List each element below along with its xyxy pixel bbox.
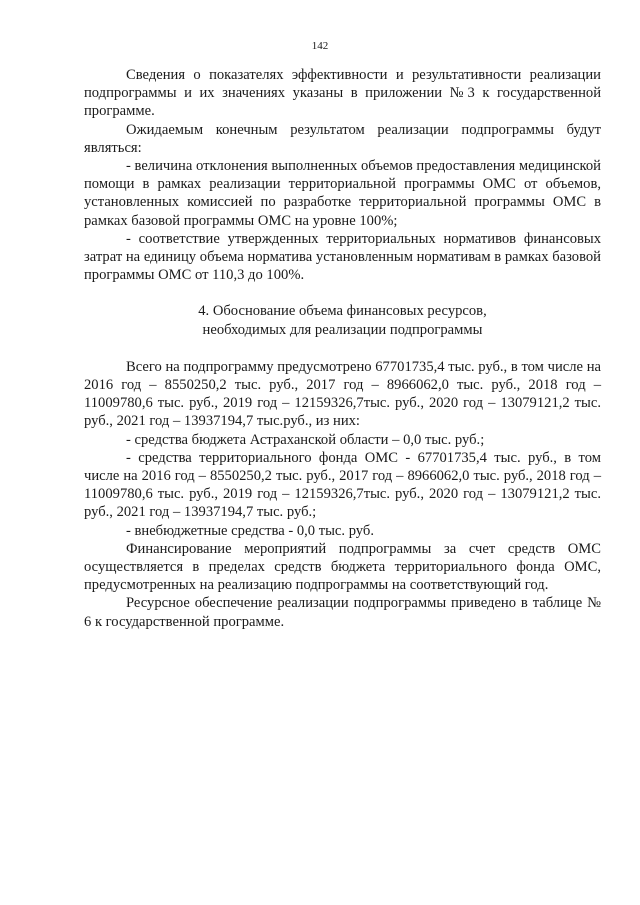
paragraph-indicators-reference: Сведения о показателях эффективности и результативности реализации подпрограммы и их значениях указаны в приложении №3 к государственной программе. [84,67,601,120]
section-heading [84,302,601,338]
section-heading-line-1: 4. Обоснование объема финансовых ресурсов, [198,303,487,320]
section-heading-line-2: необходимых для реализации подпрограммы [202,321,483,338]
list-item-regional-budget: - средства бюджета Астраханской области – 0,0 тыс. руб.; [126,431,485,448]
paragraph-expected-results: Ожидаемым конечным результатом реализации подпрограммы будут являться: [84,121,601,156]
list-item-territorial-fund: - средства территориального фонда ОМС - 67701735,4 тыс. руб., в том числе на 2016 год – 8550250,2 тыс. руб., 2017 год – 8966062,0 тыс. руб., 2018 год – 11009780,6 тыс. руб., 2019 год – 12159326,7тыс. руб., 2020 год – 13079121,2 тыс. руб., 2021 год – 13937194,7 тыс. руб.; [84,449,601,521]
list-item-extrabudgetary: - внебюджетные средства - 0,0 тыс. руб. [126,522,374,539]
list-item-cost-standards: - соответствие утвержденных территориальных нормативов финансовых затрат на единицу объема норматива установленным нормативам в рамках базовой программы ОМС от 110,3 до 100%. [84,230,601,284]
list-item-volume-deviation: - величина отклонения выполненных объемов предоставления медицинской помощи в рамках реализации территориальной программы ОМС от объемов, установленных комиссией по разработке территориальной программы ОМС в рамках базовой программы ОМС на уровне 100%; [84,158,601,229]
paragraph-resource-table-reference: Ресурсное обеспечение реализации подпрограммы приведено в таблице № 6 к государственной программе. [84,595,601,630]
page-number: 142 [311,40,329,52]
document-body [84,66,601,631]
paragraph-financing-oms: Финансирование мероприятий подпрограммы за счет средств ОМС осуществляется в пределах средств бюджета территориального фонда ОМС, предусмотренных на реализацию подпрограммы на соответствующий год. [84,540,601,594]
paragraph-total-funding: Всего на подпрограмму предусмотрено 67701735,4 тыс. руб., в том числе на 2016 год – 8550250,2 тыс. руб., 2017 год – 8966062,0 тыс. руб., 2018 год – 11009780,6 тыс. руб., 2019 год – 12159326,7тыс. руб., 2020 год – 13079121,2 тыс. руб., 2021 год – 13937194,7 тыс.руб., из них: [84,358,601,430]
